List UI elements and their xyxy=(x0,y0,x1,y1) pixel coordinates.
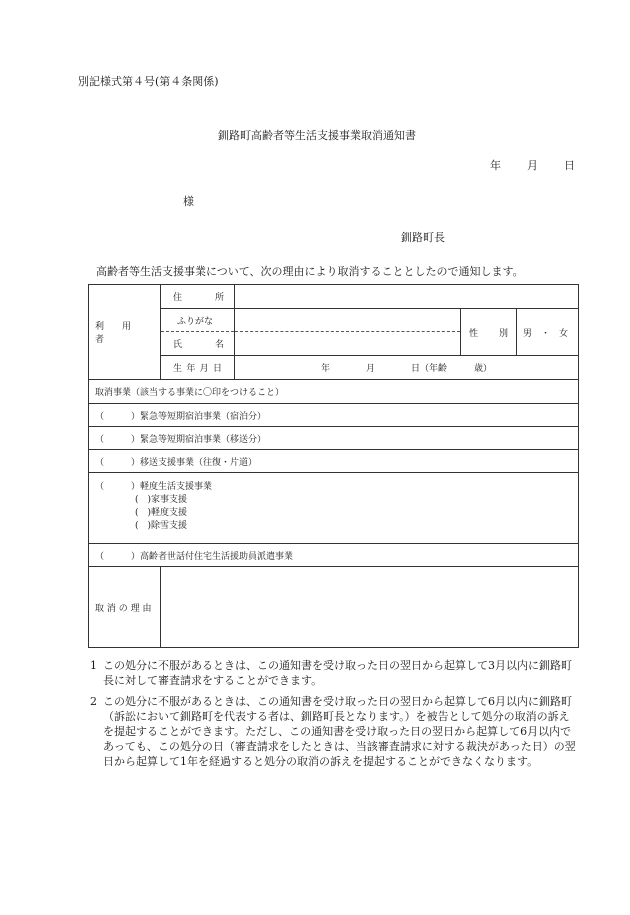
note-1-text: この処分に不服があるときは、この通知書を受け取った日の翌日から起算して3月以内に釧路町長に対して審査請求をすることができます。 xyxy=(103,659,572,687)
furigana-field[interactable] xyxy=(235,309,461,332)
sex-label-1: 性 xyxy=(469,328,479,339)
form-number: 別記様式第４号(第４条関係) xyxy=(78,75,219,88)
note-2-text: この処分に不服があるときは、この通知書を受け取った日の翌日から起算して6月以内に釧路町（訴訟において釧路町を代表する者は、釧路町長となります。）を被告として処分の取消の訴えを提起することができます。ただし、この通知書を受け取った日の翌日から起算して6月以内であっても、この処分の日（審査請求をしたときは、当該審査請求に対する裁決があった日）の翌日から起算して1年を経過すると処分の取消の訴えを提起することができなくなります。 xyxy=(103,695,576,768)
note-1-number: 1 xyxy=(90,659,97,672)
birthdate-value: 年 月 日（年齢 歳） xyxy=(321,364,493,374)
item-row xyxy=(89,427,579,450)
furigana-label: ふりがな xyxy=(177,316,214,327)
date-day: 日 xyxy=(564,159,575,172)
item-emergency-transport: （ ）緊急等短期宿泊事業（移送分） xyxy=(95,434,267,445)
furigana-label-cell xyxy=(161,309,235,332)
sub-housework: ( )家事支援 xyxy=(135,495,188,505)
item-row xyxy=(89,450,579,473)
light-support-cell[interactable] xyxy=(89,473,579,544)
birth-label-3: 月 xyxy=(199,364,209,374)
light-support-main: （ ）軽度生活支援事業 xyxy=(95,482,213,492)
address-label-2: 所 xyxy=(214,293,224,303)
note-1 xyxy=(90,658,580,688)
address-label-cell xyxy=(161,285,235,309)
address-row xyxy=(89,285,579,309)
sender-name: 釧路町長 xyxy=(401,231,445,244)
date-year: 年 xyxy=(490,159,501,172)
user-label-cell xyxy=(89,285,161,380)
reason-row xyxy=(89,567,579,648)
furigana-row xyxy=(89,309,579,332)
addressee-suffix: 様 xyxy=(183,195,194,208)
address-field[interactable] xyxy=(235,285,579,309)
name-label-1: 氏 xyxy=(173,340,183,350)
date-month: 月 xyxy=(527,159,538,172)
sex-options-cell[interactable] xyxy=(517,309,579,356)
item-transport-support: （ ）移送支援事業（往復・片道） xyxy=(95,457,258,468)
item-row xyxy=(89,544,579,567)
reason-label: 取 消 の 理 由 xyxy=(95,603,152,614)
light-support-row xyxy=(89,473,579,544)
item-cell[interactable] xyxy=(89,404,579,427)
intro-text: 高齢者等生活支援事業について、次の理由により取消することとしたので通知します。 xyxy=(96,265,524,278)
item-cell[interactable] xyxy=(89,544,579,567)
cancel-header-cell xyxy=(89,380,579,404)
name-field[interactable] xyxy=(235,332,461,356)
item-cell[interactable] xyxy=(89,450,579,473)
sex-options: 男 ・ 女 xyxy=(523,328,569,339)
item-emergency-stay: （ ）緊急等短期宿泊事業（宿泊分） xyxy=(95,411,267,422)
birth-label-4: 日 xyxy=(212,364,222,374)
reason-label-cell xyxy=(89,567,161,648)
reason-field[interactable] xyxy=(161,567,579,648)
birth-label-cell xyxy=(161,356,235,380)
cancel-header-row xyxy=(89,380,579,404)
sex-label-2: 別 xyxy=(498,328,508,339)
user-label: 利 用 者 xyxy=(95,322,150,345)
birth-label-1: 生 xyxy=(173,364,183,374)
note-2 xyxy=(90,694,580,769)
sex-label-cell xyxy=(461,309,517,356)
cancel-header: 取消事業（該当する事業に〇印をつけること） xyxy=(95,388,285,398)
name-label-cell xyxy=(161,332,235,356)
item-dispatch: （ ）高齢者世話付住宅生活援助員派遣事業 xyxy=(95,551,294,562)
note-2-number: 2 xyxy=(90,695,97,708)
address-label-1: 住 xyxy=(173,293,183,303)
cancellation-form-table xyxy=(88,284,579,648)
birth-label-2: 年 xyxy=(186,364,196,374)
document-title: 釧路町高齢者等生活支援事業取消通知書 xyxy=(218,129,416,142)
birthdate-row xyxy=(89,356,579,380)
sub-snow-removal: ( )除雪支援 xyxy=(135,521,188,531)
name-label-2: 名 xyxy=(214,340,224,350)
item-row xyxy=(89,404,579,427)
sub-light-support: ( )軽度支援 xyxy=(135,508,188,518)
item-cell[interactable] xyxy=(89,427,579,450)
birthdate-field[interactable] xyxy=(235,356,579,380)
